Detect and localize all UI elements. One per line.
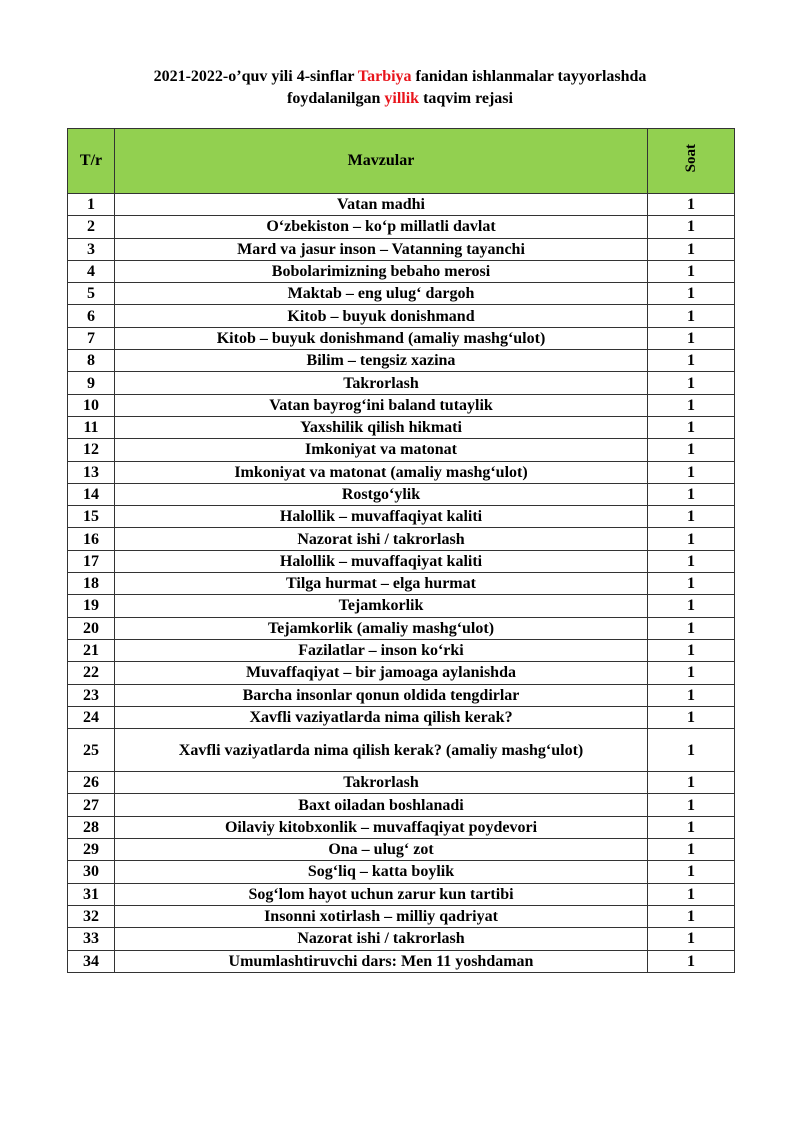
row-number: 12: [68, 439, 115, 461]
row-hours: 1: [648, 305, 735, 327]
title-subject-highlight: Tarbiya: [357, 68, 412, 85]
table-body: [68, 194, 735, 973]
title-text-2: fanidan ishlanmalar tayyorlashda: [411, 68, 647, 85]
row-number: 23: [68, 684, 115, 706]
row-number: 11: [68, 416, 115, 438]
calendar-plan-table: [67, 128, 735, 973]
table-row: [68, 794, 735, 816]
row-number: 15: [68, 506, 115, 528]
row-topic: Insonni xotirlash – milliy qadriyat: [115, 905, 648, 927]
row-hours: 1: [648, 617, 735, 639]
row-number: 31: [68, 883, 115, 905]
table-row: [68, 729, 735, 772]
table-row: [68, 461, 735, 483]
row-topic: Baxt oiladan boshlanadi: [115, 794, 648, 816]
row-hours: 1: [648, 928, 735, 950]
row-number: 7: [68, 327, 115, 349]
row-hours: 1: [648, 528, 735, 550]
row-topic: Nazorat ishi / takrorlash: [115, 928, 648, 950]
row-topic: Kitob – buyuk donishmand (amaliy mashg‘ulot): [115, 327, 648, 349]
table-row: [68, 772, 735, 794]
row-number: 10: [68, 394, 115, 416]
row-hours: 1: [648, 706, 735, 728]
row-number: 4: [68, 260, 115, 282]
row-topic: Nazorat ishi / takrorlash: [115, 528, 648, 550]
row-hours: 1: [648, 483, 735, 505]
table-row: [68, 283, 735, 305]
row-topic: Ona – ulug‘ zot: [115, 839, 648, 861]
row-topic: Xavfli vaziyatlarda nima qilish kerak? (amaliy mashg‘ulot): [115, 729, 648, 772]
row-hours: 1: [648, 260, 735, 282]
row-hours: 1: [648, 684, 735, 706]
table-row: [68, 327, 735, 349]
row-topic: Xavfli vaziyatlarda nima qilish kerak?: [115, 706, 648, 728]
row-topic: Fazilatlar – inson ko‘rki: [115, 639, 648, 661]
row-hours: 1: [648, 950, 735, 972]
row-hours: 1: [648, 461, 735, 483]
table-row: [68, 416, 735, 438]
table-row: [68, 595, 735, 617]
row-number: 19: [68, 595, 115, 617]
row-hours: 1: [648, 372, 735, 394]
row-topic: Yaxshilik qilish hikmati: [115, 416, 648, 438]
row-hours: 1: [648, 573, 735, 595]
row-number: 1: [68, 194, 115, 216]
row-hours: 1: [648, 216, 735, 238]
row-topic: Vatan madhi: [115, 194, 648, 216]
row-topic: Tejamkorlik (amaliy mashg‘ulot): [115, 617, 648, 639]
row-number: 3: [68, 238, 115, 260]
row-number: 25: [68, 729, 115, 772]
title-text-3: foydalanilgan: [287, 90, 385, 107]
row-hours: 1: [648, 816, 735, 838]
header-hours-label: Soat: [682, 144, 699, 173]
row-hours: 1: [648, 394, 735, 416]
row-topic: Bilim – tengsiz xazina: [115, 350, 648, 372]
row-hours: 1: [648, 729, 735, 772]
table-row: [68, 194, 735, 216]
table-row: [68, 639, 735, 661]
row-topic: Takrorlash: [115, 372, 648, 394]
table-row: [68, 573, 735, 595]
table-row: [68, 439, 735, 461]
row-number: 34: [68, 950, 115, 972]
row-topic: Sog‘liq – katta boylik: [115, 861, 648, 883]
table-row: [68, 883, 735, 905]
row-topic: Kitob – buyuk donishmand: [115, 305, 648, 327]
row-topic: Umumlashtiruvchi dars: Men 11 yoshdaman: [115, 950, 648, 972]
table-row: [68, 550, 735, 572]
table-row: [68, 238, 735, 260]
row-number: 16: [68, 528, 115, 550]
table-row: [68, 216, 735, 238]
row-hours: 1: [648, 639, 735, 661]
row-topic: Mard va jasur inson – Vatanning tayanchi: [115, 238, 648, 260]
row-number: 5: [68, 283, 115, 305]
table-row: [68, 662, 735, 684]
row-hours: 1: [648, 283, 735, 305]
table-row: [68, 706, 735, 728]
document-title: [60, 66, 740, 110]
table-row: [68, 950, 735, 972]
table-row: [68, 617, 735, 639]
row-topic: Rostgo‘ylik: [115, 483, 648, 505]
table-row: [68, 861, 735, 883]
row-number: 24: [68, 706, 115, 728]
title-text-4: taqvim rejasi: [419, 90, 513, 107]
row-topic: Imkoniyat va matonat (amaliy mashg‘ulot): [115, 461, 648, 483]
title-text-1: 2021-2022-o’quv yili 4-sinflar: [153, 68, 358, 85]
row-hours: 1: [648, 794, 735, 816]
row-topic: O‘zbekiston – ko‘p millatli davlat: [115, 216, 648, 238]
title-line-1: [60, 66, 740, 88]
row-topic: Bobolarimizning bebaho merosi: [115, 260, 648, 282]
row-number: 14: [68, 483, 115, 505]
row-hours: 1: [648, 327, 735, 349]
row-number: 9: [68, 372, 115, 394]
table-row: [68, 905, 735, 927]
table-row: [68, 528, 735, 550]
row-hours: 1: [648, 839, 735, 861]
row-number: 33: [68, 928, 115, 950]
row-number: 13: [68, 461, 115, 483]
row-topic: Tilga hurmat – elga hurmat: [115, 573, 648, 595]
row-number: 27: [68, 794, 115, 816]
row-topic: Takrorlash: [115, 772, 648, 794]
row-topic: Vatan bayrog‘ini baland tutaylik: [115, 394, 648, 416]
row-number: 21: [68, 639, 115, 661]
table-row: [68, 350, 735, 372]
row-hours: 1: [648, 238, 735, 260]
row-hours: 1: [648, 662, 735, 684]
row-number: 8: [68, 350, 115, 372]
table-row: [68, 839, 735, 861]
row-number: 22: [68, 662, 115, 684]
row-number: 28: [68, 816, 115, 838]
row-topic: Imkoniyat va matonat: [115, 439, 648, 461]
table-row: [68, 684, 735, 706]
row-number: 30: [68, 861, 115, 883]
title-line-2: [60, 88, 740, 110]
row-topic: Barcha insonlar qonun oldida tengdirlar: [115, 684, 648, 706]
row-hours: 1: [648, 772, 735, 794]
row-number: 26: [68, 772, 115, 794]
row-number: 29: [68, 839, 115, 861]
header-topic: Mavzular: [115, 129, 648, 194]
title-period-highlight: yillik: [384, 90, 420, 107]
row-topic: Maktab – eng ulug‘ dargoh: [115, 283, 648, 305]
table-row: [68, 816, 735, 838]
row-topic: Tejamkorlik: [115, 595, 648, 617]
row-topic: Halollik – muvaffaqiyat kaliti: [115, 550, 648, 572]
row-hours: 1: [648, 550, 735, 572]
row-number: 6: [68, 305, 115, 327]
table-header-row: [68, 129, 735, 194]
row-topic: Muvaffaqiyat – bir jamoaga aylanishda: [115, 662, 648, 684]
row-hours: 1: [648, 416, 735, 438]
row-number: 18: [68, 573, 115, 595]
row-hours: 1: [648, 595, 735, 617]
table-row: [68, 506, 735, 528]
table-row: [68, 305, 735, 327]
table-row: [68, 260, 735, 282]
row-hours: 1: [648, 905, 735, 927]
row-topic: Oilaviy kitobxonlik – muvaffaqiyat poydevori: [115, 816, 648, 838]
table-row: [68, 394, 735, 416]
row-topic: Halollik – muvaffaqiyat kaliti: [115, 506, 648, 528]
table-row: [68, 483, 735, 505]
row-hours: 1: [648, 350, 735, 372]
row-hours: 1: [648, 883, 735, 905]
row-hours: 1: [648, 194, 735, 216]
table-row: [68, 928, 735, 950]
header-number: T/r: [68, 129, 115, 194]
header-hours: [648, 129, 735, 194]
row-hours: 1: [648, 506, 735, 528]
row-number: 20: [68, 617, 115, 639]
row-number: 2: [68, 216, 115, 238]
row-hours: 1: [648, 439, 735, 461]
table-row: [68, 372, 735, 394]
row-hours: 1: [648, 861, 735, 883]
row-topic: Sog‘lom hayot uchun zarur kun tartibi: [115, 883, 648, 905]
row-number: 17: [68, 550, 115, 572]
row-number: 32: [68, 905, 115, 927]
